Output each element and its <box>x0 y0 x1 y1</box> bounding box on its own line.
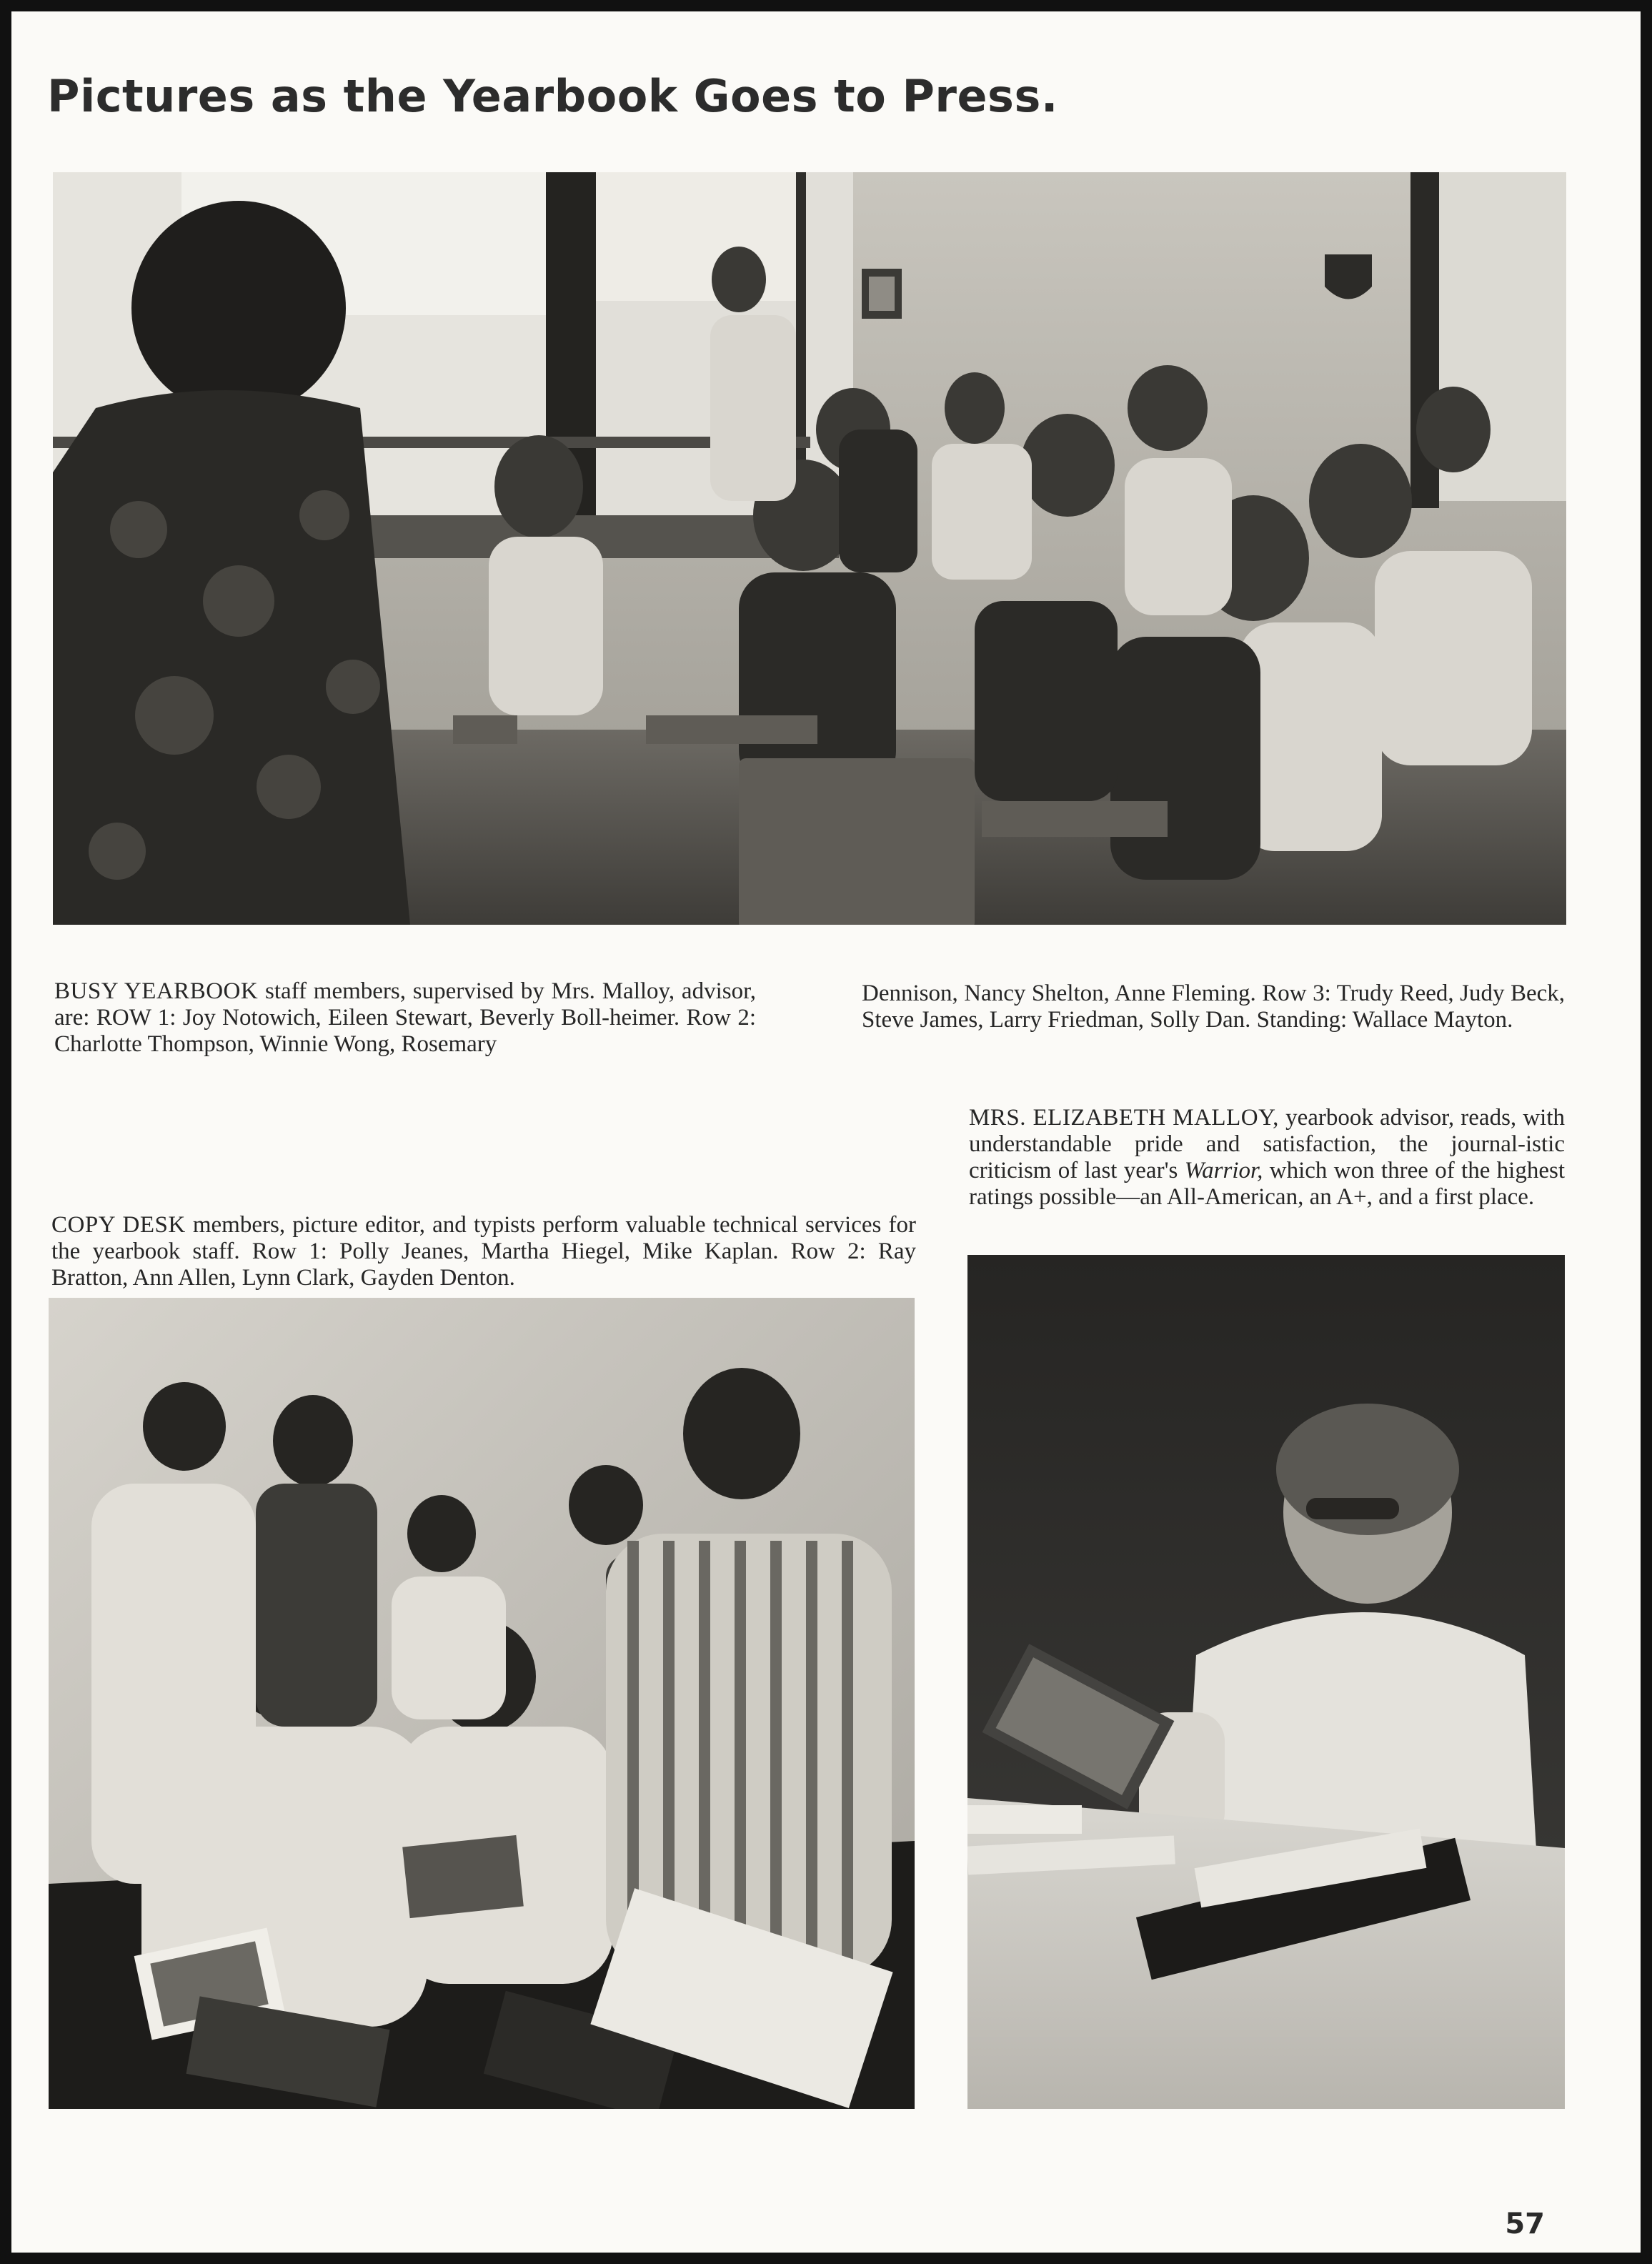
caption-text: yearbook advisor, reads, with understandable pride and satisfaction, the journal-istic criticism of last year's <box>969 1105 1565 1183</box>
photo-advisor-malloy <box>967 1255 1565 2109</box>
caption-copy-desk <box>51 1212 916 1291</box>
caption-advisor <box>969 1105 1565 1211</box>
photo-yearbook-staff <box>53 172 1566 925</box>
caption-lead: BUSY YEARBOOK <box>54 978 259 1004</box>
caption-text: staff members, supervised by Mrs. Malloy, advisor, are: ROW 1: Joy Notowich, Eileen Stewart, Beverly Boll-heimer. Row 2: Charlotte Thompson, Winnie Wong, Rosemary <box>54 978 756 1057</box>
caption-yearbook-staff-part1 <box>54 978 756 1058</box>
caption-yearbook-staff-part2: Dennison, Nancy Shelton, Anne Fleming. Row 3: Trudy Reed, Judy Beck, Steve James, Larry Friedman, Solly Dan. Standing: Wallace Mayton. <box>862 980 1565 1033</box>
caption-lead: MRS. ELIZABETH MALLOY, <box>969 1105 1279 1131</box>
photo-copy-desk <box>49 1298 915 2109</box>
caption-text: which won three of the highest ratings possible—an All-American, an A+, and a first place. <box>969 1158 1565 1210</box>
page-title: Pictures as the Yearbook Goes to Press. <box>47 70 1058 122</box>
page-number: 57 <box>1505 2208 1545 2240</box>
caption-text: members, picture editor, and typists perform valuable technical services for the yearbook staff. Row 1: Polly Jeanes, Martha Hiegel, Mike Kaplan. Row 2: Ray Bratton, Ann Allen, Lynn Clark, Gayden Denton. <box>51 1212 916 1291</box>
caption-lead: COPY DESK <box>51 1212 186 1238</box>
publication-title: Warrior, <box>1184 1158 1263 1183</box>
